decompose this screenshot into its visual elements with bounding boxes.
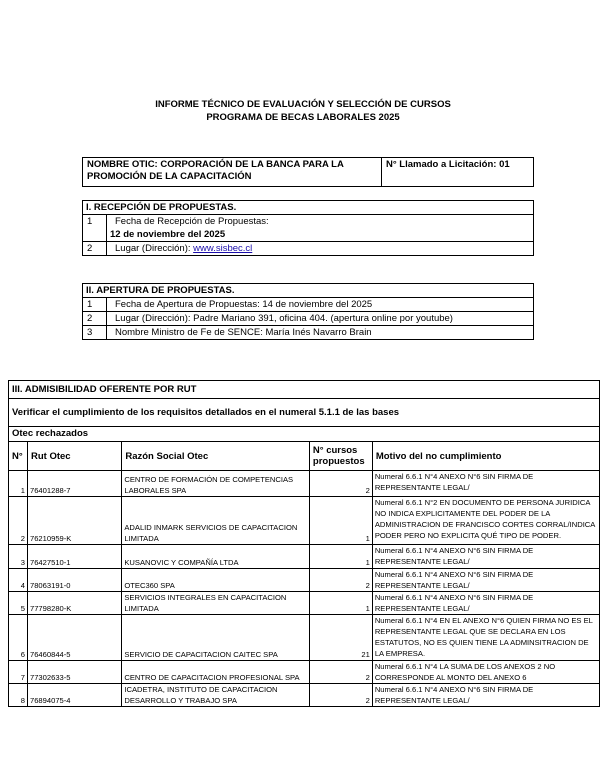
section-admisibilidad	[8, 380, 600, 707]
razon-social: ICADETRA, INSTITUTO DE CAPACITACION DESARROLLO Y TRABAJO SPA	[122, 684, 310, 707]
section-title: II. APERTURA DE PROPUESTAS.	[83, 284, 534, 298]
lugar-recepcion	[107, 242, 534, 256]
motivo: Numeral 6.6.1 N°4 ANEXO N°6 SIN FIRMA DE REPRESENTANTE LEGAL/	[372, 545, 599, 569]
cursos-propuestos: 1	[309, 497, 372, 545]
row-number: 2	[83, 312, 107, 326]
fecha-apertura: Fecha de Apertura de Propuestas: 14 de noviembre del 2025	[107, 298, 534, 312]
row-num: 8	[9, 684, 28, 707]
group-label: Otec rechazados	[9, 427, 600, 442]
col-header-rut: Rut Otec	[27, 442, 121, 471]
section-recepcion	[82, 200, 534, 256]
razon-social: OTEC360 SPA	[122, 569, 310, 592]
row-number: 1	[83, 298, 107, 312]
razon-social: SERVICIO DE CAPACITACION CAITEC SPA	[122, 615, 310, 661]
row-num: 4	[9, 569, 28, 592]
rejected-otec-rows	[9, 471, 600, 707]
row-num: 2	[9, 497, 28, 545]
row-number: 2	[83, 242, 107, 256]
rut-otec: 77798280-K	[27, 592, 121, 615]
section-subtitle: Verificar el cumplimiento de los requisitos detallados en el numeral 5.1.1 de las bases	[9, 399, 600, 427]
motivo: Numeral 6.6.1 N°2 EN DOCUMENTO DE PERSONA JURIDICA NO INDICA EXPLICITAMENTE DEL PODER DE LA ADMINISTRACION DE FRANCISCO CORTES CORRAL/INDICA PODER PERO NO EXPLICITA QUÉ TIPO DE PODER.	[372, 497, 599, 545]
rut-otec: 77302633-5	[27, 661, 121, 684]
report-title: INFORME TÉCNICO DE EVALUACIÓN Y SELECCIÓN DE CURSOS	[155, 99, 451, 110]
rut-otec: 76460844-5	[27, 615, 121, 661]
rut-otec: 76401288-7	[27, 471, 121, 497]
cursos-propuestos: 2	[309, 471, 372, 497]
row-number: 3	[83, 326, 107, 340]
col-header-num: N°	[9, 442, 28, 471]
col-header-cursos: N° cursos propuestos	[309, 442, 372, 471]
otic-name: NOMBRE OTIC: CORPORACIÓN DE LA BANCA PARA LA PROMOCIÓN DE LA CAPACITACIÓN	[83, 158, 382, 187]
row-num: 1	[9, 471, 28, 497]
table-row	[9, 661, 600, 684]
rut-otec: 76427510-1	[27, 545, 121, 569]
lugar-apertura: Lugar (Dirección): Padre Mariano 391, oficina 404. (apertura online por youtube)	[107, 312, 534, 326]
motivo: Numeral 6.6.1 N°4 ANEXO N°6 SIN FIRMA DE REPRESENTANTE LEGAL/	[372, 569, 599, 592]
cursos-propuestos: 2	[309, 684, 372, 707]
razon-social: KUSANOVIC Y COMPAÑÍA LTDA	[122, 545, 310, 569]
row-num: 3	[9, 545, 28, 569]
motivo: Numeral 6.6.1 N°4 LA SUMA DE LOS ANEXOS 2 NO CORRESPONDE AL MONTO DEL ANEXO 6	[372, 661, 599, 684]
header-box	[82, 157, 534, 187]
fecha-recepcion-value: 12 de noviembre del 2025	[110, 229, 226, 240]
razon-social: CENTRO DE CAPACITACION PROFESIONAL SPA	[122, 661, 310, 684]
table-row	[9, 471, 600, 497]
motivo: Numeral 6.6.1 N°4 ANEXO N°6 SIN FIRMA DE REPRESENTANTE LEGAL/	[372, 471, 599, 497]
col-header-motivo: Motivo del no cumplimiento	[372, 442, 599, 471]
row-number: 1	[83, 215, 107, 242]
rut-otec: 78063191-0	[27, 569, 121, 592]
cursos-propuestos: 2	[309, 569, 372, 592]
razon-social: SERVICIOS INTEGRALES EN CAPACITACION LIMITADA	[122, 592, 310, 615]
razon-social: CENTRO DE FORMACIÓN DE COMPETENCIAS LABORALES SPA	[122, 471, 310, 497]
row-num: 5	[9, 592, 28, 615]
motivo: Numeral 6.6.1 N°4 ANEXO N°6 SIN FIRMA DE REPRESENTANTE LEGAL/	[372, 684, 599, 707]
cursos-propuestos: 2	[309, 661, 372, 684]
llamado-number: N° Llamado a Licitación: 01	[382, 158, 534, 187]
motivo: Numeral 6.6.1 N°4 EN EL ANEXO N°6 QUIEN FIRMA NO ES EL REPRESENTANTE LEGAL QUE SE DECLARA EN LOS ESTATUTOS, NO ES QUIEN TIENE LA ADMINSITRACION DE LA EMPRESA.	[372, 615, 599, 661]
table-row	[9, 497, 600, 545]
lugar-label: Lugar (Dirección):	[115, 243, 194, 254]
motivo: Numeral 6.6.1 N°4 ANEXO N°6 SIN FIRMA DE REPRESENTANTE LEGAL/	[372, 592, 599, 615]
sisbec-link[interactable]: www.sisbec.cl	[193, 243, 253, 254]
row-num: 6	[9, 615, 28, 661]
table-row	[9, 569, 600, 592]
ministro-fe: Nombre Ministro de Fe de SENCE: María Inés Navarro Brain	[107, 326, 534, 340]
cursos-propuestos: 1	[309, 545, 372, 569]
col-header-razon: Razón Social Otec	[122, 442, 310, 471]
fecha-recepcion	[107, 215, 534, 242]
row-num: 7	[9, 661, 28, 684]
cursos-propuestos: 1	[309, 592, 372, 615]
section-title: I. RECEPCIÓN DE PROPUESTAS.	[83, 201, 534, 215]
table-row	[9, 592, 600, 615]
section-title: III. ADMISIBILIDAD OFERENTE POR RUT	[9, 381, 600, 399]
table-row	[9, 545, 600, 569]
table-row	[9, 684, 600, 707]
cursos-propuestos: 21	[309, 615, 372, 661]
rut-otec: 76210959-K	[27, 497, 121, 545]
razon-social: ADALID INMARK SERVICIOS DE CAPACITACION LIMITADA	[122, 497, 310, 545]
section-apertura	[82, 283, 534, 340]
rut-otec: 76894075-4	[27, 684, 121, 707]
fecha-recepcion-label: Fecha de Recepción de Propuestas:	[115, 216, 269, 227]
program-title: PROGRAMA DE BECAS LABORALES 2025	[206, 112, 400, 123]
table-row	[9, 615, 600, 661]
